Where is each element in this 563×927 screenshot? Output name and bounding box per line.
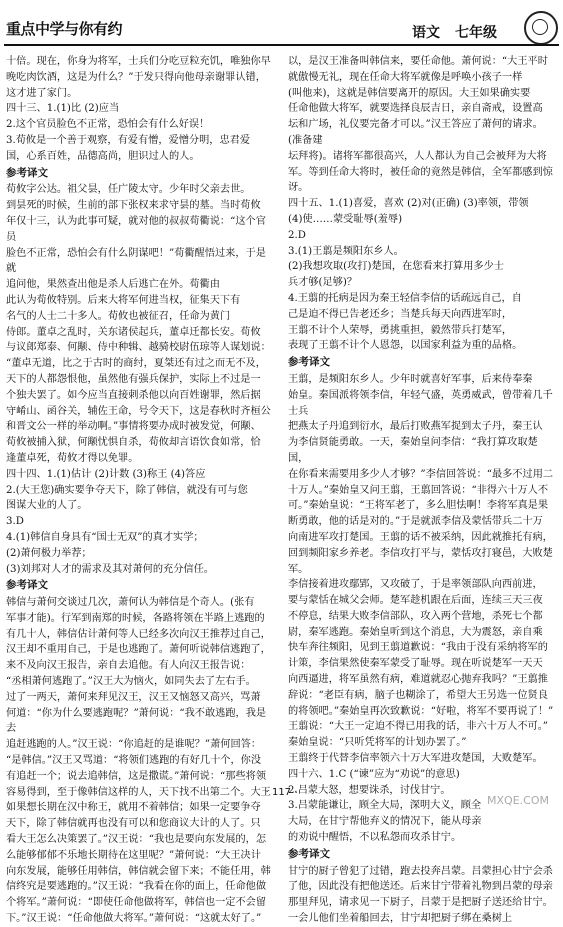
text-line: 尉，秦军逃跑。秦始皇听到这个消息，大为震怒，亲自乘 bbox=[288, 626, 543, 638]
text-line: 么能够郁郁不乐地长期待在这里呢？”萧何说：“大王决计 bbox=[6, 849, 261, 861]
text-line: 逢董卓死，荀攸才得以免罪。 bbox=[6, 452, 139, 464]
text-line: (4)使……蒙受耻辱(羞辱) bbox=[288, 213, 403, 225]
section-heading: 参考译文 bbox=[288, 356, 330, 369]
text-line: (2)萧何极力举荐； bbox=[6, 547, 92, 559]
text-line: 守崤山、函谷关，辅佐王命，号令天下，这是春秋时齐桓公 bbox=[6, 405, 271, 417]
text-line: 3.D bbox=[6, 516, 24, 528]
text-line: 李信接着进攻鄢郢，又攻破了，于是率领部队向西前进， bbox=[288, 579, 543, 591]
text-line: 这才进了家门。 bbox=[6, 87, 78, 99]
text-line: 王翦不计个人荣辱，勇挑重担，毅然带兵打楚军， bbox=[288, 324, 513, 336]
text-line: 四十三、1.(1)比 (2)应当 bbox=[6, 103, 120, 115]
text-line: 不停息，结果大败李信部队，攻入两个营地，杀死七个都 bbox=[288, 610, 543, 622]
text-line: 坛拜将)。诸将军都很高兴，人人都认为自己会被拜为大将 bbox=[288, 150, 547, 162]
text-line: 荀攸字公达。祖父昙，任广陵太守。少年时父亲去世。 bbox=[6, 184, 251, 196]
book-title: 重点中学与你有约 bbox=[6, 20, 123, 38]
subject-label: 语文 bbox=[412, 25, 440, 41]
text-line: 那里拜见，请求见一下厨子，吕蒙于是把厨子送还给甘宁。 bbox=[288, 897, 553, 909]
text-line: 此认为荀攸特别。后来大将军何进当权，征集天下有 bbox=[6, 294, 241, 306]
text-line: 2.这个官员脸色不正常，恐怕会有什么好误！ bbox=[6, 119, 210, 131]
text-line: 个将军。”萧何说：“即使任命他做将军，韩信也一定不会留 bbox=[6, 897, 267, 909]
text-line: 表现了王翦不计个人恩怨，以国家利益为重的品格。 bbox=[288, 340, 523, 352]
section-heading: 参考译文 bbox=[6, 166, 48, 179]
logo-seal-icon bbox=[524, 11, 558, 45]
text-line: (叫他来)，这就是韩信要离开的原因。大王如果确实要 bbox=[288, 87, 531, 99]
text-line: 甘宁的厨子曾犯了过错，跑去投奔吕蒙。吕蒙担心甘宁会杀 bbox=[288, 865, 553, 877]
text-line: 和晋文公一样的举动啊。”事情将要办成时被发觉，何颙、 bbox=[6, 421, 261, 433]
header-divider bbox=[4, 44, 559, 46]
text-line: 如果想长期在汉中称王，就用不着韩信；如果一定要争夺 bbox=[6, 802, 261, 814]
text-line: 年仅十三，认为此事可疑，就对他的叔叔荀衢说：“这个官员 bbox=[6, 215, 266, 243]
text-line: 天下的人都怨恨他，虽然他有强兵保护，实际上不过是一 bbox=[6, 373, 261, 385]
text-line: 图谋大业的人了。 bbox=[6, 500, 88, 512]
text-line: “是韩信。”汉王又骂道：“将领们逃跑的有好几十个，你没 bbox=[6, 755, 262, 767]
text-line: 秦始皇说：“只听凭将军的计划办罢了。” bbox=[288, 737, 467, 749]
text-line: 以，是汉王准备叫韩信来，要任命他。萧何说：“大王平时 bbox=[288, 56, 548, 67]
text-line: 在你看来需要用多少人才够？”李信回答说：“最多不过用二 bbox=[288, 468, 554, 480]
text-line: 军。等到任命大将时，被任命的竟然是韩信，全军都感到惊讶。 bbox=[288, 166, 553, 194]
text-line: 为李信贤能勇敢。一天，秦始皇问李信：“我打算攻取楚国， bbox=[288, 437, 538, 464]
text-line: 坛和广场，礼仪要完备才可以。”汉王答应了萧何的请求。(准备建 bbox=[288, 119, 543, 146]
text-line: 始皇。秦国派将领李信，年轻气盛，英勇威武，曾带着几千士兵 bbox=[288, 389, 553, 417]
text-line: 向南进军攻打楚国。王翦的话不被采纳，因此就推托有病， bbox=[288, 531, 553, 543]
text-line: 断勇敢，他的话是对的。”于是就派李信及蒙恬带兵二十万 bbox=[288, 516, 543, 528]
text-line: 王翦，是频阳东乡人。少年时就喜好军事，后来侍奉秦 bbox=[288, 373, 533, 385]
text-line: 王翦终于代替李信率领六十万大军进攻楚国，大败楚军。 bbox=[288, 753, 543, 765]
text-line: 晚吃肉饮酒，这是为什么？”于发只得向他母亲谢罪认错， bbox=[6, 71, 266, 83]
text-line: 追赶逃跑的人。”汉王说：“你追赶的是谁呢？”萧何回答： bbox=[6, 739, 262, 751]
text-line: 四十六、1.C (“谏”应为“劝说”的意思) bbox=[288, 768, 460, 780]
watermark: MXQE.COM bbox=[487, 794, 549, 807]
text-line: “丞相萧何逃跑了。”汉王大为恼火，如同失去了左右手。 bbox=[6, 676, 256, 688]
text-line: (2)我想攻取(攻打)楚国，在您看来打算用多少士 bbox=[288, 261, 504, 273]
text-line: 快车奔往频阳，见到王翦道歉说：“我由于没有采纳将军的 bbox=[288, 642, 548, 654]
text-line: 向西逼进，将军虽然有病，难道就忍心抛弃我吗？”王翦推 bbox=[288, 674, 548, 686]
text-line: 计策，李信果然使秦军蒙受了耻辱。现在听说楚军一天天 bbox=[288, 658, 543, 670]
text-line: 2.D bbox=[288, 229, 306, 241]
text-line: 王翦说：“大王一定迫不得已用我的话，非六十万人不可。” bbox=[288, 721, 549, 733]
text-line: 把燕太子丹追到衍水，最后打败燕军捉到太子丹，秦王认 bbox=[288, 421, 543, 433]
text-line: 2.吕蒙大怒，想要诛杀，讨伐甘宁。 bbox=[288, 784, 451, 796]
text-line: 任命他做大将军，就要选择良辰吉日，亲自斋戒，设置高 bbox=[288, 103, 543, 115]
text-line: 要与蒙恬在城父会师。楚军趁机跟在后面，连续三天三夜 bbox=[288, 595, 543, 607]
text-line: 过了一两天，萧何来拜见汉王，汉王又恼怒又高兴，骂萧 bbox=[6, 691, 261, 703]
text-line: 辞说：“老臣有病，脑子也糊涂了，希望大王另选一位贤良 bbox=[288, 689, 548, 701]
text-line: 名气的人士二十多人。荀攸也被征召，任命为黄门 bbox=[6, 310, 231, 322]
text-line: 4.(1)韩信自身具有“国士无双”的真才实学； bbox=[6, 531, 204, 543]
text-line: 来不及向汉王报告，亲自去追他。有人向汉王报告说： bbox=[6, 660, 251, 672]
text-line: 侍郎。董卓之乱时，关东诸侯起兵，董卓迁都长安。荀攸 bbox=[6, 326, 261, 338]
text-line: 容易得到，至于像韩信这样的人，天下找不出第二个。大王 bbox=[6, 786, 271, 798]
text-line: 四十五、1.(1)喜爱，喜欢 (2)对(正确) (3)率领，带领 bbox=[288, 198, 529, 210]
text-line: 己是迫不得已告老还乡；当楚兵每天向西进军时， bbox=[288, 308, 513, 320]
text-line: 可。”秦始皇说：“王将军老了，多么胆怯啊！李将军真是果 bbox=[288, 500, 549, 512]
text-line: 就傲慢无礼，现在任命大将军就像是呼唤小孩子一样 bbox=[288, 71, 523, 83]
text-line: 向东发展，能够任用韩信，韩信就会留下来；不能任用，韩 bbox=[6, 865, 271, 877]
text-line: 有追赶一个；说去追韩信，这是撒谎。”萧何说：“那些将领 bbox=[6, 770, 267, 782]
text-line: 了他，因此没有把他送还。后来甘宁带着礼物到吕蒙的母亲 bbox=[288, 881, 553, 893]
text-line: 有几十人，韩信估计萧何等人已经多次向汉王推荐过自己， bbox=[6, 628, 271, 640]
text-line: 四十四、1.(1)估计 (2)计数 (3)称王 (4)答应 bbox=[6, 468, 206, 480]
page-number: · 117 · bbox=[265, 787, 298, 798]
text-line: 荀攸被捕入狱，何颙忧惧自杀，荀攸却言语饮食如常，恰 bbox=[6, 437, 261, 449]
text-line: 的将领吧。”秦始皇再次致歉说：“好啦，将军不要再说了！” bbox=[288, 705, 554, 717]
text-line: 看大王怎么决策罢了。”汉王说：“我也是要向东发展的，怎 bbox=[6, 834, 267, 846]
text-line: 个独夫罢了。如今应当直接刺杀他以向百姓谢罪，然后据 bbox=[6, 389, 261, 401]
text-line: “董卓无道，比之于古时的商纣，夏桀还有过之而无不及， bbox=[6, 358, 266, 370]
text-line: 大局，在甘宁帮他弃义的情况下，能从母亲 bbox=[288, 816, 482, 828]
text-line: 天下，除了韩信就再也没有可以和您商议大计的人了。只 bbox=[6, 818, 261, 830]
text-line: 2.(大王您)确实要争夺天下，除了韩信，就没有可与您 bbox=[6, 484, 248, 496]
text-line: 韩信与萧何交谈过几次，萧何认为韩信是个奇人。(张有 bbox=[6, 597, 255, 609]
text-line: 3.(1)王翦是频阳东乡人。 bbox=[288, 245, 404, 257]
text-line: 何道：“你为什么要逃跑呢？”萧何说：“我不敢逃跑，我是去 bbox=[6, 707, 267, 735]
grade-label: 七年级 bbox=[455, 25, 497, 41]
text-line: 脸色不正常，恐怕会有什么阴谋吧！”荀衢醒悟过来，于是就 bbox=[6, 247, 266, 275]
text-line: 4.王翦的托病是因为秦王轻信李信的话疏远自己，自 bbox=[288, 292, 522, 304]
text-line: 军事才能)。行军到南郑的时候，各路将领在半路上逃跑的 bbox=[6, 612, 265, 624]
text-line: 国，心系百姓，品德高尚，胆识过人的人。 bbox=[6, 150, 200, 162]
text-line: 3.吕蒙能谦让，顾全大局，深明大义，顾全 bbox=[288, 800, 482, 812]
text-line: 十倍。现在，你身为将军，士兵们分吃豆粒充饥，唯独你早 bbox=[6, 56, 271, 67]
text-line: 一会儿他们坐着船回去，甘宁却把厨子绑在桑树上 bbox=[288, 913, 513, 925]
section-heading: 参考译文 bbox=[288, 847, 330, 860]
section-heading: 参考译文 bbox=[6, 579, 48, 592]
text-line: 的劝说中醒悟，不以私怨而攻杀甘宁。 bbox=[288, 832, 462, 844]
text-line: 汉王却不重用自己，于是也逃跑了。萧何听说韩信逃跑了， bbox=[6, 644, 271, 656]
text-line: 到昙死的时候，生前的部下张权来求守昙的墓。当时荀攸 bbox=[6, 200, 261, 212]
text-line: 3.荀攸是一个善于观察，有爱有憎，爱憎分明，忠君爱 bbox=[6, 134, 251, 146]
text-line: 信终究是要逃跑的。”汉王说：“我看在你的面上，任命他做 bbox=[6, 881, 267, 893]
text-line: 兵才够(足够)？ bbox=[288, 277, 358, 289]
text-line: 下。”汉王说：“任命他做大将军。”萧何说：“这就太好了。” bbox=[6, 913, 262, 925]
text-line: (3)刘邦对人才的需求及其对萧何的充分信任。 bbox=[6, 563, 214, 575]
text-line: 追问他，果然查出他是杀人后逃亡在外。荀衢由 bbox=[6, 279, 220, 291]
text-line: 十万人。”秦始皇又问王翦，王翦回答说：“非得六十万人不 bbox=[288, 484, 549, 496]
text-line: 与议郎郑泰、何颙、侍中种辑、越骑校尉伍琼等人谋划说： bbox=[6, 342, 271, 354]
text-line: 回到频阳家乡养老。李信攻打平与，蒙恬攻打寝邑，大败楚军。 bbox=[288, 547, 553, 575]
page-header bbox=[0, 0, 563, 46]
